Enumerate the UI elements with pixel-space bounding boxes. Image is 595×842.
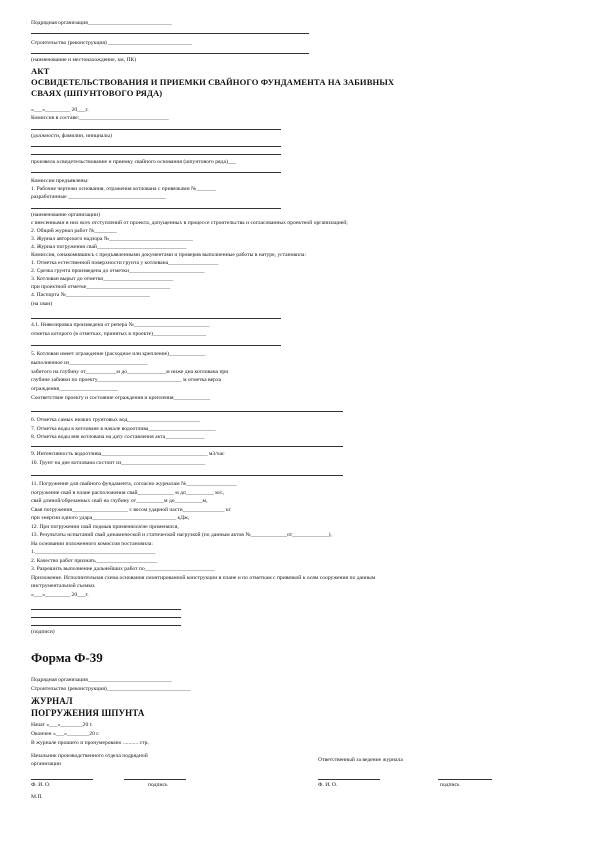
org-line: Подрядная организация______________________________ (31, 20, 172, 26)
check-12: 12. При погружении свай подмыв применялся/не применялся, (31, 524, 179, 530)
presented-item-1: 1. Рабочие чертежи основания, отражения котлована с привязками №_______ (31, 186, 216, 192)
check-5d: глубине забивки по проекту______________________________ м отметка верха (31, 377, 222, 383)
signatures-caption: (подписи) (31, 629, 55, 635)
journal-end: Окончен «___»________20 г. (31, 731, 100, 737)
inspection-line: произвела освидетельствование и приемку свайного основания (шпунтового ряда)___ (31, 159, 237, 165)
annex-text: Приложение. Исполнительная схема основания смонтированной конструкции в плане и по отметкам с привязкой к осям сооружения по данным (31, 575, 376, 581)
check-4-1: 4.1. Нивелировка произведена от репера №___________________________ (31, 322, 210, 328)
annex-text-2: инструментальной съемки. (31, 583, 96, 589)
check-5c: забитого на глубину от___________м до______________м ниже дна котлована при (31, 369, 229, 375)
decision-2: 2. Качество работ признать______________________ (31, 558, 158, 564)
presented-item-3: 3. Журнал авторского надзора №______________________________ (31, 236, 193, 242)
check-11c: свай длиной/обрезанных свай на глубину от__________м до__________м, (31, 498, 208, 504)
journal-pages: В журнале прошито и пронумеровано ........... стр. (31, 740, 149, 746)
fio-left-caption: Ф. И. О. (31, 782, 51, 788)
act-title-line-2: ОСВИДЕТЕЛЬСТВОВАНИЯ И ПРИЕМКИ СВАЙНОГО ФУНДАМЕНТА НА ЗАБИВНЫХ (31, 77, 395, 87)
check-8-rule (31, 446, 343, 447)
stamp-caption: М.П. (31, 794, 43, 800)
check-5b: выполненное из____________________________ (31, 360, 148, 366)
check-5-rule (31, 411, 343, 412)
deviations-text: с внесенными в них всех отступлений от проекта, допущенных в процессе строительства и согласованных проектной организацией; (31, 220, 348, 226)
positions-caption: (должности, фамилии, инициалы) (31, 133, 112, 139)
check-11: 11. Погружение для свайного фундамента, согласно журналам №__________________ (31, 481, 237, 487)
check-5e: ограждения_____________________ (31, 386, 118, 392)
check-2: 2. Срезка грунта произведена до отметки___________________________ (31, 268, 205, 274)
presented-item-1b: разработанные ___________________________________ (31, 194, 166, 200)
act-title-line-3: СВАЯХ (ШПУНТОВОГО РЯДА) (31, 88, 163, 98)
check-8: 8. Отметка воды вне котлована на дату составления акта______________ (31, 434, 205, 440)
journal-org-line: Подрядная организация______________________________ (31, 677, 172, 683)
check-10: 10. Грунт на дне котлована состоит из______________________________ (31, 460, 206, 466)
fio-right-rule (318, 779, 380, 780)
sign-right-caption: подпись (440, 782, 460, 788)
check-11d: Свая погружения____________________ с весом ударной части_______________ кг (31, 507, 232, 513)
check-6: 6. Отметка самых низких грунтовых вод__________________________ (31, 417, 201, 423)
journal-start: Начат «___»________20 г. (31, 722, 93, 728)
check-4-rule (31, 318, 281, 319)
inspection-rule (31, 172, 281, 173)
org-name-caption: (наименование организации) (31, 212, 100, 218)
signature-rule-1 (31, 609, 181, 610)
commission-rule (31, 129, 281, 130)
check-9: 9. Интенсивность водоотлива______________________________________ м3/час (31, 451, 225, 457)
name-location-caption: (наименование и местонахождение, км, ПК) (31, 57, 137, 63)
journal-title: ЖУРНАЛ (31, 696, 73, 706)
sign-date: «___»_________ 20___г. (31, 592, 89, 598)
signature-rule-2 (31, 617, 181, 618)
head-left-line-2: организации (31, 761, 62, 767)
sign-left-caption: подпись (148, 782, 168, 788)
presented-heading: Комиссии предъявлены: (31, 178, 89, 184)
decision-heading: На основании изложенного комиссия постановила: (31, 541, 153, 547)
check-1: 1. Отметка естественной поверхности грунта у котлована__________________ (31, 260, 219, 266)
fio-right-caption: Ф. И. О. (318, 782, 338, 788)
org-rule (31, 33, 309, 34)
journal-construction-line: Строительство (реконструкция)______________________________ (31, 686, 191, 692)
familiar-text: Комиссия, ознакомившись с предъявленными документами и проверив выполненные работы в натуре, установила: (31, 252, 306, 258)
act-date: «___»_________ 20___г. (31, 107, 89, 113)
check-4: 4. Паспорта №______________________________ (31, 292, 150, 298)
check-13: 13. Результаты испытаний свай динамической и статической нагрузкой (по данным актов №_____________от_____________), (31, 532, 332, 538)
check-4b: (на сваи) (31, 301, 53, 307)
check-3: 3. Котлован вырыт до отметки_________________________ (31, 276, 174, 282)
check-4-1b: отметка которого (в отметках, принятых в проекте)___________________ (31, 331, 207, 337)
act-title: АКТ (31, 66, 50, 76)
check-5: 5. Котлован имеет ограждение (расходное или крепление)_____________ (31, 351, 206, 357)
positions-rule-2 (31, 154, 281, 155)
item-1-rule (31, 208, 281, 209)
sign-right-rule (438, 779, 492, 780)
check-10-rule (31, 475, 343, 476)
presented-item-4: 4. Журнал погружения свай________________________________ (31, 244, 187, 250)
positions-rule (31, 146, 281, 147)
check-7: 7. Отметка воды в котловане в начале водоотлива________________________ (31, 426, 216, 432)
fio-left-rule (31, 779, 93, 780)
head-left-line-1: Начальник производственного отдела подрядной (31, 753, 148, 759)
commission-line: Комиссия в составе:________________________________ (31, 115, 169, 121)
form-label: Форма Ф-39 (31, 650, 103, 665)
check-11b: погружение свай в плане расположения свай_____________ м до__________ м/с, (31, 490, 225, 496)
presented-item-2: 2. Общий журнал работ №________ (31, 228, 117, 234)
construction-line: Строительство (реконструкция) ______________________________ (31, 40, 193, 46)
check-11e: при энергии одного удара______________________________ кДж, (31, 515, 190, 521)
sign-left-rule (124, 779, 186, 780)
decision-3: 3. Разрешить выполнение дальнейших работ по_________________________ (31, 566, 215, 572)
head-right: Ответственный за ведение журнала (318, 757, 403, 763)
decision-1: 1.___________________________________________ (31, 549, 156, 555)
check-3b: при проектной отметке______________________________ (31, 284, 171, 290)
journal-subtitle: ПОГРУЖЕНИЯ ШПУНТА (31, 708, 145, 718)
construction-rule (31, 53, 309, 54)
check-4-1-rule (31, 345, 281, 346)
signature-rule-3 (31, 625, 181, 626)
check-5f: Соответствие проекту и состояние ограждения и крепления_____________ (31, 395, 210, 401)
